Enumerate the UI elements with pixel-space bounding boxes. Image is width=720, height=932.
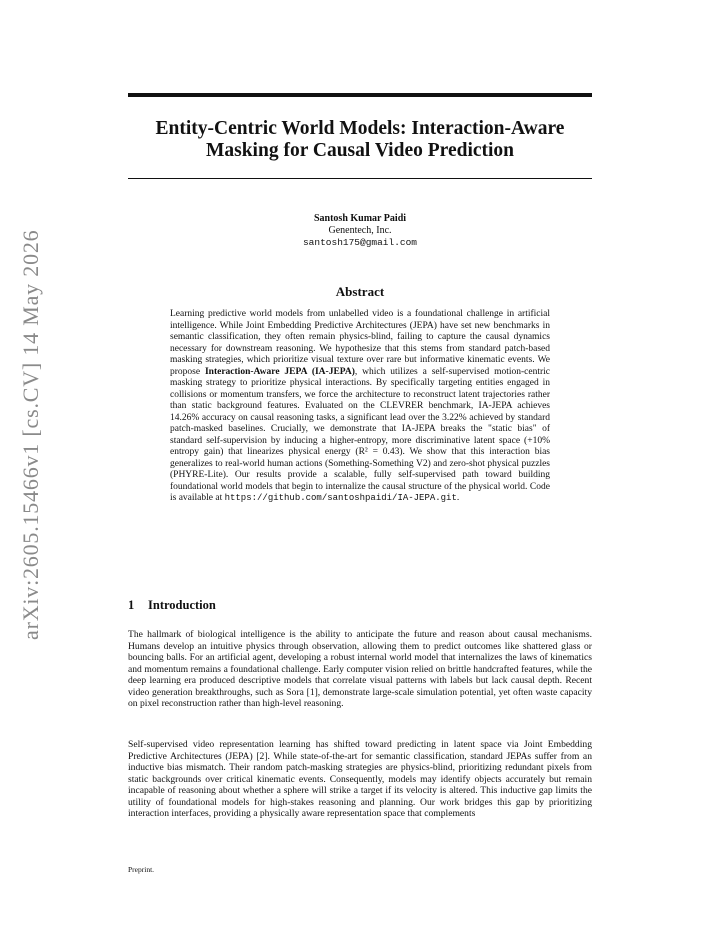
abstract-text-1: Learning predictive world models from unlabelled video is a foundational challenge in artificial intelligence. While Joint Embedding Predictive Architectures (JEPA) have set new benchmarks in semantic classification, they often remain physics-blind, failing to capture the causal dynamics necessary for downstream reasoning. We hypothesize that this stems from standard patch-based masking strategies, which prioritize visual texture over rare but informative kinematic events. We propose (170, 309, 550, 377)
section-heading-introduction (128, 598, 216, 613)
intro-paragraph-1: The hallmark of biological intelligence is the ability to anticipate the future and reason about causal mechanisms. Humans develop an intuitive physics through observation, allowing them to predict outcomes like shattered glass or bouncing balls. For an artificial agent, developing a robust internal world model that internalizes the laws of kinematics and momentum remains a foundational challenge. Early computer vision relied on brittle handcrafted features, while the deep learning era produced descriptive models that correlate visual patterns with labels but lack causal depth. Recent video generation breakthroughs, such as Sora [1], demonstrate large-scale simulation potential, yet often waste capacity on pixel reconstruction rather than high-level reasoning. (128, 629, 592, 709)
code-link[interactable]: https://github.com/santoshpaidi/IA-JEPA.git (224, 493, 457, 503)
author-block (128, 213, 592, 249)
abstract-body (170, 309, 550, 505)
abstract-method-name: Interaction-Aware JEPA (IA-JEPA) (204, 366, 355, 377)
abstract-heading: Abstract (335, 284, 385, 299)
title-line-2: Masking for Causal Video Prediction (205, 140, 515, 161)
title-line-1: Entity-Centric World Models: Interaction-Aware (155, 118, 565, 139)
title-bottom-rule (128, 178, 592, 179)
author-email[interactable]: santosh175@gmail.com (302, 237, 418, 248)
abstract-end: . (456, 493, 460, 503)
section-number: 1 (128, 598, 135, 612)
author-affiliation: Genentech, Inc. (328, 225, 392, 236)
paper-title (128, 118, 592, 162)
arxiv-identifier: arXiv:2605.15466v1 [cs.CV] 14 May 2026 (18, 229, 43, 640)
title-top-rule (128, 93, 592, 97)
preprint-footer: Preprint. (128, 865, 155, 874)
section-title: Introduction (148, 598, 216, 612)
intro-paragraph-2: Self-supervised video representation learning has shifted toward predicting in latent space via Joint Embedding Predictive Architectures (JEPA) [2]. While state-of-the-art for semantic classification, standard JEPAs suffer from an inductive bias mismatch. Their random patch-masking strategies are physics-blind, prioritizing redundant pixels from static backgrounds over critical kinematic events. Consequently, models may identify objects accurately but remain incapable of reasoning about whether a sphere will strike a target if its velocity is altered. This inductive gap limits the utility of foundational models for high-stakes reasoning and planning. Our work bridges this gap by prioritizing interaction interfaces, providing a physically aware representation space that complements (128, 739, 592, 819)
author-name: Santosh Kumar Paidi (313, 213, 407, 224)
abstract-text-2: , which utilizes a self-supervised motion-centric masking strategy to prioritize physical interactions. By specifically targeting entities engaged in collisions or momentum transfers, we force the architecture to reconstruct latent trajectories rather than static background features. Evaluated on the CLEVRER benchmark, IA-JEPA achieves 14.26% accuracy on causal reasoning tasks, a significant lead over the 3.22% achieved by standard patch-masked baselines. Crucially, we demonstrate that IA-JEPA breaks the "static bias" of standard self-supervision by inducing a higher-entropy, more discriminative latent space (+10% entropy gain) that linearizes physical energy (R² = 0.43). We show that this interaction bias generalizes to real-world human actions (Something-Something V2) and zero-shot physical puzzles (PHYRE-Lite). Our results provide a scalable, fully self-supervised path toward building foundational world models that begin to internalize the causal structure of the physical world. Code is available at (170, 366, 551, 503)
